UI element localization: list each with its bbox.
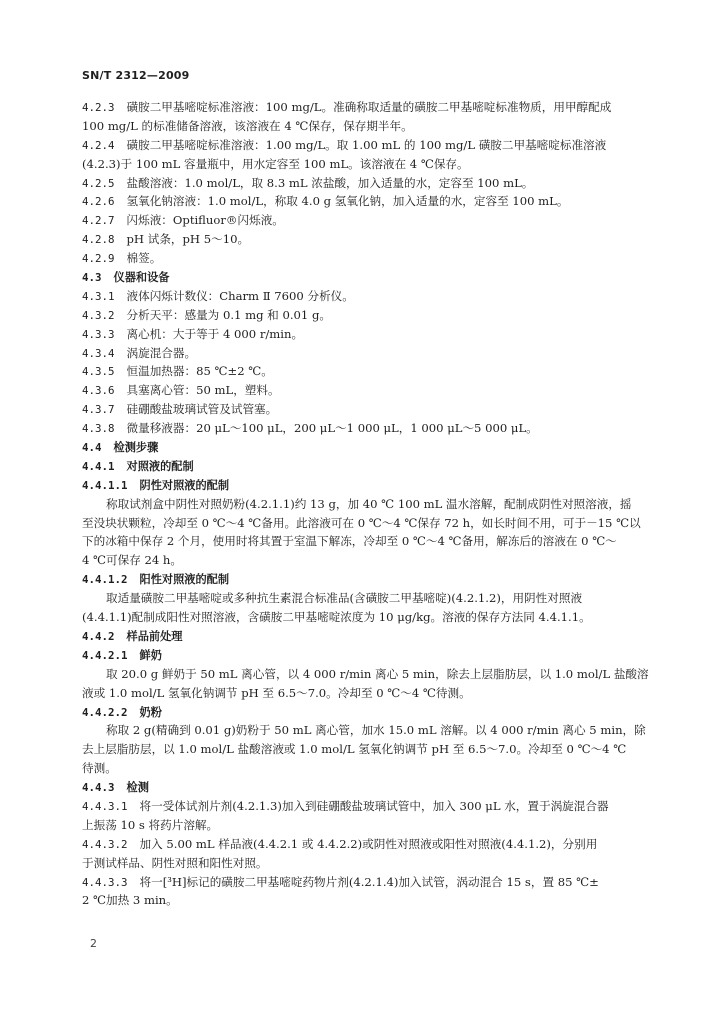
section-number: 4.4.2 — [82, 629, 115, 643]
line-text: 上振荡 10 s 将药片溶解。 — [82, 817, 219, 832]
text-line — [82, 117, 648, 136]
section-line — [82, 136, 648, 155]
section-line — [82, 703, 648, 722]
text-line — [82, 608, 648, 627]
section-number: 4.3.2 — [82, 308, 115, 322]
section-number: 4.3.7 — [82, 403, 115, 417]
line-text: 离心机：大于等于 4 000 r/min。 — [126, 326, 304, 341]
document-body — [82, 98, 648, 910]
section-number: 4.3.8 — [82, 422, 115, 436]
section-number: 4.4.1 — [82, 459, 115, 473]
line-text: pH 试条，pH 5～10。 — [126, 232, 250, 247]
section-line — [82, 230, 648, 249]
section-line — [82, 646, 648, 665]
line-text: (4.4.1.1)配制成阳性对照溶液，含磺胺二甲基嘧啶浓度为 10 μg/kg。溶液的保存方法同 4.4.1.1。 — [82, 610, 591, 625]
section-line — [82, 778, 648, 797]
line-text: 涡旋混合器。 — [126, 345, 197, 360]
line-text: 闪烁液：Optifluor®闪烁液。 — [126, 213, 284, 228]
line-text: (4.2.3)于 100 mL 容量瓶中，用水定容至 100 mL。该溶液在 4 ℃保存。 — [82, 156, 469, 171]
section-title: 对照液的配制 — [126, 459, 194, 473]
section-line — [82, 570, 648, 589]
line-text: 称取试剂盒中阴性对照奶粉(4.2.1.1)约 13 g，加 40 ℃ 100 mL 温水溶解，配制成阴性对照溶液，摇 — [106, 496, 632, 511]
line-text: 磺胺二甲基嘧啶标准溶液：100 mg/L。准确称取适量的磺胺二甲基嘧啶标准物质，用甲醇配成 — [126, 100, 612, 114]
section-number: 4.4.3 — [82, 781, 115, 795]
section-title: 阴性对照液的配制 — [139, 478, 230, 492]
section-number: 4.4.3.2 — [82, 837, 128, 851]
line-text: 氢氧化钠溶液：1.0 mol/L，称取 4.0 g 氢氧化钠，加入适量的水，定容至 100 mL。 — [126, 194, 569, 209]
section-line — [82, 211, 648, 230]
section-number: 4.3.3 — [82, 327, 115, 341]
section-number: 4.2.6 — [82, 195, 115, 209]
line-text: 加入 5.00 mL 样品液(4.4.2.1 或 4.4.2.2)或阴性对照液或阳性对照液(4.4.1.2)，分别用 — [139, 836, 598, 851]
section-line — [82, 627, 648, 646]
line-text: 100 mg/L 的标准储备溶液，该溶液在 4 ℃保存，保存期半年。 — [82, 118, 413, 133]
line-text: 取 20.0 g 鲜奶于 50 mL 离心管，以 4 000 r/min 离心 5 min，除去上层脂肪层，以 1.0 mol/L 盐酸溶 — [106, 666, 649, 681]
section-number: 4.3.1 — [82, 289, 115, 303]
text-line — [82, 551, 648, 570]
section-title: 阳性对照液的配制 — [139, 573, 230, 587]
line-text: 去上层脂肪层，以 1.0 mol/L 盐酸溶液或 1.0 mol/L 氢氧化钠调节 pH 至 6.5～7.0。冷却至 0 ℃～4 ℃ — [82, 742, 627, 757]
section-line — [82, 174, 648, 193]
line-text: 硅硼酸盐玻璃试管及试管塞。 — [126, 402, 278, 417]
section-title: 检测 — [126, 781, 149, 795]
section-line — [82, 268, 648, 287]
section-line — [82, 400, 648, 419]
text-line — [82, 155, 648, 174]
text-line — [82, 816, 648, 835]
text-line — [82, 589, 648, 608]
section-number: 4.2.9 — [82, 252, 115, 266]
line-text: 分析天平：感量为 0.1 mg 和 0.01 g。 — [126, 307, 331, 322]
section-line — [82, 306, 648, 325]
text-line — [82, 759, 648, 778]
section-title: 检测步骤 — [113, 441, 159, 455]
line-text: 具塞离心管：50 mL，塑料。 — [126, 383, 280, 398]
line-text: 将一受体试剂片剂(4.2.1.3)加入到硅硼酸盐玻璃试管中，加入 300 μL 水，置于涡旋混合器 — [139, 798, 609, 813]
section-line — [82, 438, 648, 457]
section-number: 4.2.4 — [82, 138, 115, 152]
section-number: 4.4.3.3 — [82, 875, 128, 889]
line-text: 称取 2 g(精确到 0.01 g)奶粉于 50 mL 离心管，加水 15.0 mL 溶解。以 4 000 r/min 离心 5 min，除 — [106, 723, 646, 738]
section-line — [82, 325, 648, 344]
section-line — [82, 287, 648, 306]
text-line — [82, 665, 648, 684]
text-line — [82, 684, 648, 703]
section-number: 4.3.4 — [82, 346, 115, 360]
section-line — [82, 381, 648, 400]
section-line — [82, 476, 648, 495]
line-text: 棉签。 — [126, 251, 162, 266]
line-text: 液体闪烁计数仪：Charm Ⅱ 7600 分析仪。 — [126, 288, 354, 303]
line-text: 下的冰箱中保存 2 个月，使用时将其置于室温下解冻，冷却至 0 ℃～4 ℃备用，解冻后的溶液在 0 ℃～ — [82, 534, 617, 549]
text-line — [82, 854, 648, 873]
line-text: 2 ℃加热 3 min。 — [82, 893, 178, 908]
section-number: 4.3.5 — [82, 365, 115, 379]
section-line — [82, 797, 648, 816]
section-line — [82, 344, 648, 363]
line-text: 液或 1.0 mol/L 氢氧化钠调节 pH 至 6.5～7.0。冷却至 0 ℃～4 ℃待测。 — [82, 685, 471, 700]
text-line — [82, 495, 648, 514]
section-line — [82, 873, 648, 892]
section-title: 奶粉 — [139, 705, 162, 719]
text-line — [82, 532, 648, 551]
line-text: 4 ℃可保存 24 h。 — [82, 553, 182, 568]
line-text: 取适量磺胺二甲基嘧啶或多种抗生素混合标准品(含磺胺二甲基嘧啶)(4.2.1.2)，用阴性对照液 — [106, 591, 583, 606]
section-line — [82, 98, 648, 117]
page-number: 2 — [90, 937, 97, 950]
text-line — [82, 891, 648, 910]
section-number: 4.2.7 — [82, 214, 115, 228]
section-number: 4.4 — [82, 441, 102, 455]
section-line — [82, 249, 648, 268]
section-number: 4.4.3.1 — [82, 799, 128, 813]
line-text: 于测试样品、阴性对照和阳性对照。 — [82, 855, 268, 870]
line-text: 磺胺二甲基嘧啶标准溶液：1.00 mg/L。取 1.00 mL 的 100 mg/L 磺胺二甲基嘧啶标准溶液 — [126, 137, 607, 152]
section-title: 仪器和设备 — [113, 271, 170, 285]
text-line — [82, 514, 648, 533]
section-number: 4.4.2.1 — [82, 648, 128, 662]
section-title: 鲜奶 — [139, 648, 162, 662]
section-line — [82, 192, 648, 211]
line-text: 将一[³H]标记的磺胺二甲基嘧啶药物片剂(4.2.1.4)加入试管，涡动混合 15 s，置 85 ℃± — [139, 874, 599, 889]
line-text: 微量移液器：20 μL～100 μL，200 μL～1 000 μL，1 000 μL～5 000 μL。 — [126, 421, 538, 436]
section-line — [82, 835, 648, 854]
section-number: 4.2.3 — [82, 101, 115, 114]
section-number: 4.3 — [82, 271, 102, 285]
section-number: 4.2.5 — [82, 176, 115, 190]
section-number: 4.4.1.1 — [82, 478, 128, 492]
line-text: 至没块状颗粒，冷却至 0 ℃～4 ℃备用。此溶液可在 0 ℃～4 ℃保存 72 h，如长时间不用，可于－15 ℃以 — [82, 515, 641, 530]
text-line — [82, 721, 648, 740]
line-text: 恒温加热器：85 ℃±2 ℃。 — [126, 364, 273, 379]
section-line — [82, 457, 648, 476]
text-line — [82, 740, 648, 759]
document-header: SN/T 2312—2009 — [82, 69, 190, 82]
section-line — [82, 419, 648, 438]
section-number: 4.4.2.2 — [82, 705, 128, 719]
line-text: 待测。 — [82, 761, 117, 776]
section-number: 4.2.8 — [82, 233, 115, 247]
line-text: 盐酸溶液：1.0 mol/L，取 8.3 mL 浓盐酸，加入适量的水，定容至 100 mL。 — [126, 175, 534, 190]
section-title: 样品前处理 — [126, 629, 183, 643]
section-number: 4.4.1.2 — [82, 573, 128, 587]
section-line — [82, 362, 648, 381]
section-number: 4.3.6 — [82, 384, 115, 398]
